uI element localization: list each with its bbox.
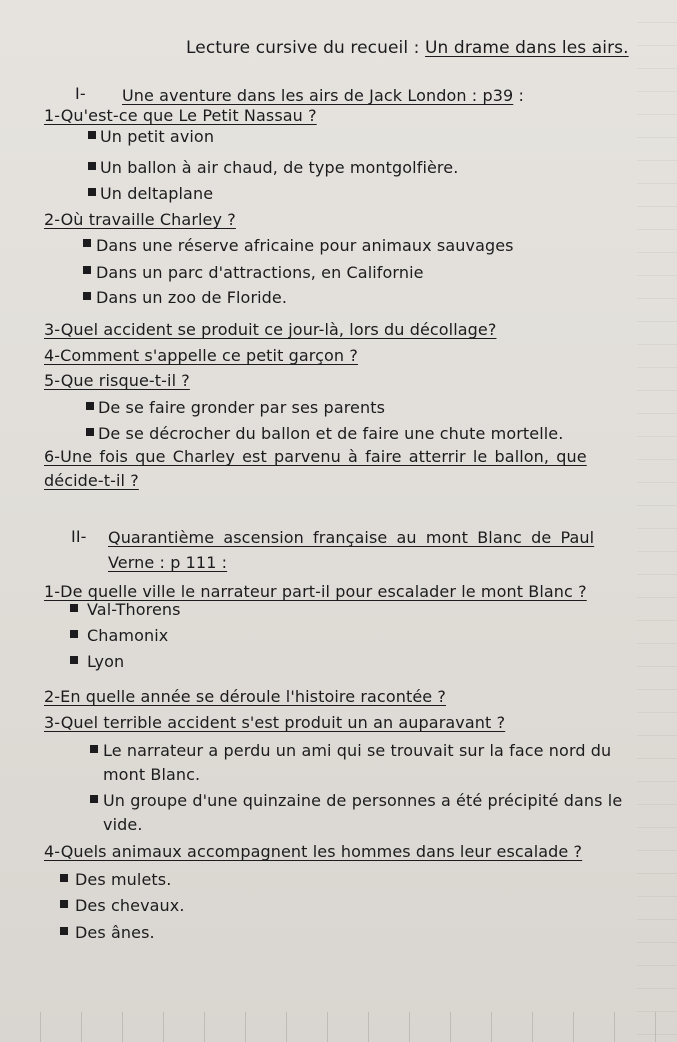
option-2-1-a: Val-Thorens (87, 600, 181, 619)
bullet-icon (70, 604, 78, 612)
header-prefix: Lecture cursive du recueil : (186, 38, 426, 58)
bullet-icon (86, 428, 94, 436)
section1-numeral: I- (75, 84, 86, 103)
option-1-1-c: Un deltaplane (100, 184, 214, 203)
option-1-2-c: Dans un zoo de Floride. (96, 288, 288, 307)
section2-title-line1: Quarantième ascension française au mont Blanc de Paul (108, 528, 595, 547)
bullet-icon (88, 131, 96, 139)
option-1-1-a: Un petit avion (100, 127, 215, 146)
page-header (186, 38, 629, 58)
question-1-2: 2-Où travaille Charley ? (44, 210, 236, 229)
option-2-1-c: Lyon (87, 652, 125, 671)
option-1-2-a: Dans une réserve africaine pour animaux sauvages (96, 236, 514, 255)
book-title: Un drame dans les airs. (425, 38, 629, 58)
section2-title-line2: Verne : p 111 : (108, 553, 228, 572)
bullet-icon (90, 795, 98, 803)
background-lined-paper-edge (637, 0, 677, 1042)
question-1-1: 1-Qu'est-ce que Le Petit Nassau ? (44, 106, 317, 125)
question-1-3: 3-Quel accident se produit ce jour-là, lors du décollage? (44, 320, 497, 339)
background-lined-paper-bottom (0, 1012, 677, 1042)
question-1-6-line2: décide-t-il ? (44, 471, 139, 490)
option-1-5-b: De se décrocher du ballon et de faire une chute mortelle. (98, 424, 564, 443)
question-1-5: 5-Que risque-t-il ? (44, 371, 190, 390)
section2-numeral: II- (71, 527, 87, 546)
question-1-4: 4-Comment s'appelle ce petit garçon ? (44, 346, 358, 365)
question-1-6-line1: 6-Une fois que Charley est parvenu à faire atterrir le ballon, que (44, 447, 587, 466)
option-2-4-c: Des ânes. (75, 923, 155, 942)
bullet-icon (83, 266, 91, 274)
question-2-3: 3-Quel terrible accident s'est produit un an auparavant ? (44, 713, 506, 732)
section1-colon: : (513, 86, 524, 105)
option-2-1-b: Chamonix (87, 626, 169, 645)
bullet-icon (90, 745, 98, 753)
option-2-3-b-line2: vide. (103, 815, 143, 834)
option-2-4-b: Des chevaux. (75, 896, 185, 915)
bullet-icon (60, 874, 68, 882)
bullet-icon (60, 900, 68, 908)
bullet-icon (60, 927, 68, 935)
option-2-3-a-line2: mont Blanc. (103, 765, 201, 784)
option-2-4-a: Des mulets. (75, 870, 172, 889)
section1-heading (122, 86, 524, 106)
bullet-icon (88, 188, 96, 196)
bullet-icon (70, 630, 78, 638)
bullet-icon (83, 292, 91, 300)
section1-title: Une aventure dans les airs de Jack London : p39 (122, 86, 514, 105)
question-2-1: 1-De quelle ville le narrateur part-il pour escalader le mont Blanc ? (44, 582, 587, 601)
question-2-4: 4-Quels animaux accompagnent les hommes dans leur escalade ? (44, 842, 583, 861)
option-2-3-a-line1: Le narrateur a perdu un ami qui se trouvait sur la face nord du (103, 741, 612, 760)
option-2-3-b-line1: Un groupe d'une quinzaine de personnes a été précipité dans le (103, 791, 623, 810)
bullet-icon (83, 239, 91, 247)
bullet-icon (88, 162, 96, 170)
bullet-icon (86, 402, 94, 410)
option-1-5-a: De se faire gronder par ses parents (98, 398, 386, 417)
bullet-icon (70, 656, 78, 664)
option-1-1-b: Un ballon à air chaud, de type montgolfière. (100, 158, 459, 177)
option-1-2-b: Dans un parc d'attractions, en Californie (96, 263, 424, 282)
question-2-2: 2-En quelle année se déroule l'histoire racontée ? (44, 687, 446, 706)
